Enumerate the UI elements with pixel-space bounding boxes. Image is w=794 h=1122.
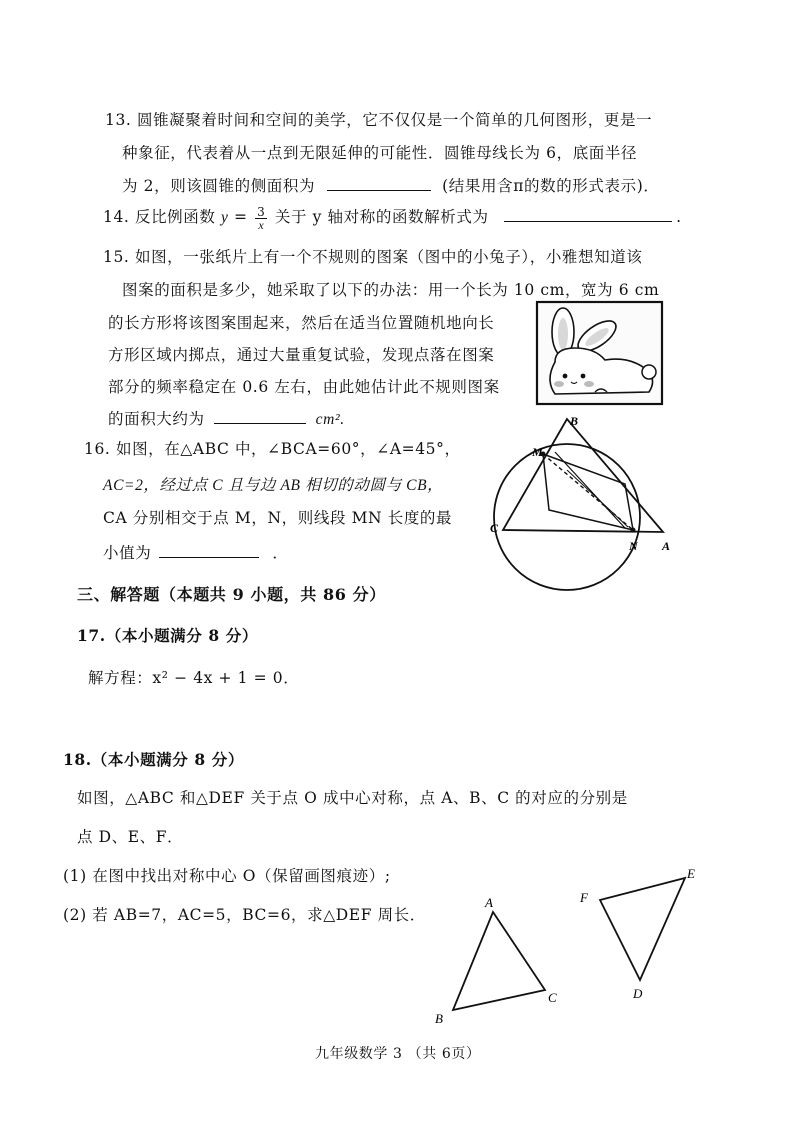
q18-label-a: A — [485, 895, 493, 910]
q16-line4-b: ． — [272, 544, 289, 562]
rabbit-left-ear-inner — [558, 318, 568, 350]
rabbit-tail — [642, 365, 656, 379]
q18-part2: (2) 若 AB=7，AC=5，BC=6，求△DEF 周长． — [63, 906, 426, 924]
q14-eq: = — [228, 208, 254, 226]
q18-label-b: B — [435, 1011, 443, 1026]
q18-triangle-abc — [453, 912, 545, 1010]
q16-label-a: A — [662, 539, 671, 553]
q14-line — [103, 205, 682, 231]
rabbit-left-eye — [563, 374, 568, 379]
q16-aux-line — [555, 452, 625, 528]
q18-figure — [425, 860, 715, 1035]
q18-label-c: C — [548, 990, 557, 1005]
q16-line3: CA 分别相交于点 M，N，则线段 MN 长度的最 — [103, 509, 453, 527]
rabbit-figure — [535, 300, 665, 408]
q13-line3 — [122, 174, 659, 196]
q16-answer-blank[interactable] — [159, 543, 259, 558]
q16-line1: 16. 如图，在△ABC 中，∠BCA=60°，∠A=45°， — [84, 440, 461, 458]
q17-equation: 解方程：x² − 4x + 1 = 0． — [88, 669, 300, 687]
q13-line2: 种象征，代表着从一点到无限延伸的可能性．圆锥母线长为 6，底面半径 — [122, 144, 638, 162]
q13-line3-b: (结果用含π的数的形式表示)． — [442, 177, 660, 195]
q16-label-n: N — [629, 539, 638, 553]
q18-part1: (1) 在图中找出对称中心 O（保留画图痕迹）; — [63, 867, 391, 885]
q16-triangle-abc — [503, 419, 663, 532]
rabbit-right-eye — [581, 374, 586, 379]
rabbit-right-cheek — [584, 381, 594, 387]
q18-label-f: F — [580, 890, 588, 905]
q15-line6 — [108, 407, 345, 429]
q16-label-b: B — [570, 414, 579, 428]
q16-label-c: C — [490, 521, 499, 535]
q15-line4: 方形区域内掷点，通过大量重复试验，发现点落在图案 — [108, 346, 495, 364]
q17-title: 17.（本小题满分 8 分） — [77, 626, 258, 645]
q14-prefix: 14. 反比例函数 — [103, 208, 222, 226]
q18-line1: 如图，△ABC 和△DEF 关于点 O 成中心对称，点 A、B、C 的对应的分别是 — [77, 789, 628, 807]
section3-heading: 三、解答题（本题共 9 小题，共 86 分） — [77, 585, 386, 604]
page-footer: 九年级数学 3 （共 6页） — [315, 1046, 481, 1062]
q16-line4 — [103, 541, 288, 563]
q16-line2: AC=2，经过点 C 且与边 AB 相切的动圆与 CB， — [103, 477, 444, 494]
q16-point-n — [631, 528, 636, 533]
q16-label-m: M — [532, 445, 543, 459]
q15-line6-b: cm². — [315, 411, 345, 428]
q15-line2: 图案的面积是多少，她采取了以下的办法：用一个长为 10 cm，宽为 6 cm — [122, 281, 660, 299]
q18-label-e: E — [687, 866, 695, 881]
q14-fraction — [255, 206, 267, 231]
q18-label-d: D — [633, 986, 643, 1001]
q15-answer-blank[interactable] — [214, 409, 306, 424]
q13-answer-blank[interactable] — [327, 176, 431, 191]
q13-line3-a: 为 2，则该圆锥的侧面积为 — [122, 177, 316, 195]
q14-suffix: 关于 y 轴对称的函数解析式为 — [269, 208, 489, 226]
q14-denominator: x — [258, 217, 265, 232]
q15-line3: 的长方形将该图案围起来，然后在适当位置随机地向长 — [108, 314, 495, 332]
q16-aux-line-2 — [567, 470, 628, 527]
q13-line1: 13. 圆锥凝聚着时间和空间的美学，它不仅仅是一个简单的几何图形，更是一 — [105, 111, 653, 129]
q16-figure — [485, 410, 685, 600]
q15-line1: 15. 如图，一张纸片上有一个不规则的图案（图中的小兔子），小雅想知道该 — [103, 248, 643, 266]
q14-numerator: 3 — [257, 204, 266, 219]
q18-title: 18.（本小题满分 8 分） — [63, 750, 244, 769]
rabbit-left-cheek — [554, 381, 564, 387]
q15-line5: 部分的频率稳定在 0.6 左右，由此她估计此不规则图案 — [108, 378, 500, 396]
q14-end: . — [676, 208, 682, 226]
q14-y: y — [221, 209, 229, 226]
q18-triangle-def — [600, 878, 685, 980]
q16-line4-a: 小值为 — [103, 544, 152, 562]
q14-answer-blank[interactable] — [504, 207, 672, 222]
q15-line6-a: 的面积大约为 — [108, 410, 205, 428]
q18-line2: 点 D、E、F． — [77, 828, 184, 846]
